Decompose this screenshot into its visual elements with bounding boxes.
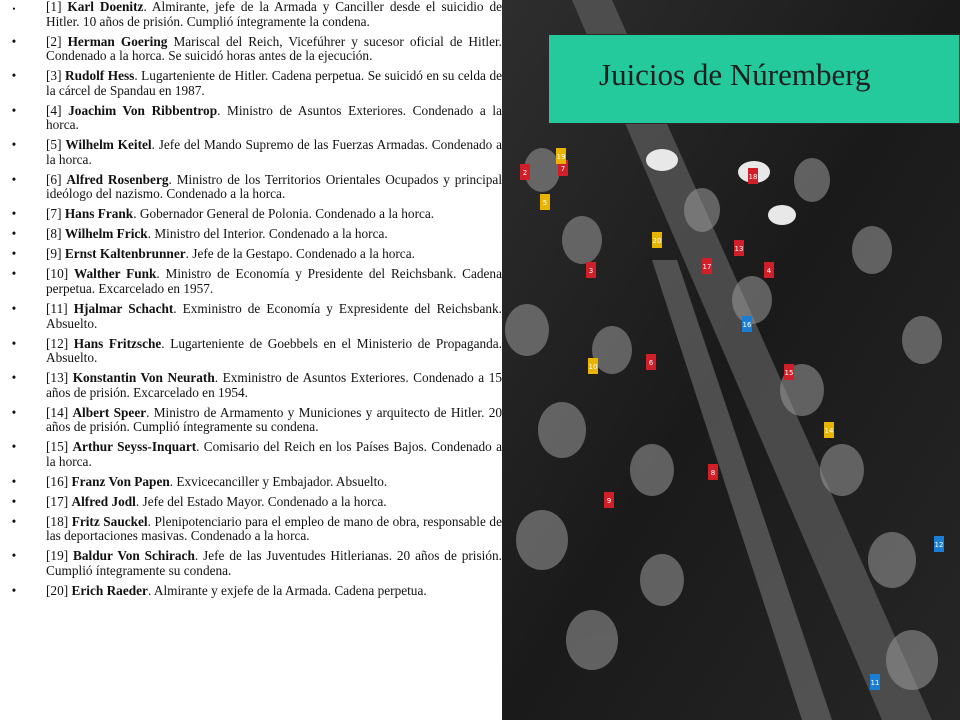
bullet-glyph: • [11,583,17,599]
defendant-number: [5] [46,137,62,153]
number-tag-label: 3 [588,267,594,275]
number-tag [784,364,794,380]
defendant-description: . Exministro de Asuntos Exteriores. Condenado a 15 años de prisión. Excarcelado en 1954. [46,370,502,400]
slide-title: Juicios de Núremberg [599,57,871,92]
defendants-list [8,0,502,720]
defendant-name: Wilhelm Keitel [65,137,152,153]
bullet-glyph: • [11,246,17,262]
defendant-name: Albert Speer [72,404,147,420]
number-tag [604,492,614,508]
bullet-glyph: • [11,102,17,118]
number-tag-label: 19 [556,153,566,161]
defendant-item [8,247,502,262]
number-tag-label: 4 [766,267,772,275]
number-tag [934,536,944,552]
defendant-name: Franz Von Papen [71,473,170,489]
defendant-number: [15] [46,439,69,455]
number-tag-label: 18 [748,173,758,181]
defendant-description: . Lugarteniente de Hitler. Cadena perpetua. Se suicidó en su celda de la cárcel de Spandau en 1987. [46,68,502,98]
defendant-description: . Ministro de los Territorios Orientales Ocupados y principal ideólogo del nazismo. Condenado a la horca. [46,171,502,202]
defendant-description: . Comisario del Reich en los Países Bajos. Condenado a la horca. [46,439,502,469]
defendant-item [8,549,502,578]
number-tag-label: 12 [934,541,944,549]
bullet-glyph: • [11,226,17,242]
defendant-description: Mariscal del Reich, Vicefúhrer y sucesor oficial de Hitler. Condenado a la horca. Se suicidó horas antes de la ejecución. [46,33,502,64]
number-tag [742,316,752,332]
defendant-item [8,227,502,242]
bullet-glyph: • [11,439,17,455]
number-tag [540,194,550,210]
number-tag [708,464,718,480]
number-tag-label: 15 [784,369,794,377]
defendant-item [8,69,502,98]
number-tag [764,262,774,278]
number-tag [748,168,758,184]
defendant-number: [19] [46,548,69,564]
defendant-item [8,495,502,510]
defendant-number: [16] [46,473,69,489]
bullet-glyph: • [11,404,17,420]
defendant-number: [11] [46,301,68,316]
defendant-name: Hans Frank [64,206,134,222]
defendant-name: Joachim Von Ribbentrop [68,102,218,118]
defendant-name: Wilhelm Frick [64,226,148,242]
bullet-glyph: • [11,68,17,84]
number-tag [520,164,530,180]
number-tag-label: 7 [560,165,566,173]
defendant-item [8,0,502,29]
defendant-description: . Gobernador General de Polonia. Condenado a la horca. [133,206,435,222]
defendant-number: [14] [46,404,69,420]
bullet-glyph: • [11,493,17,509]
title-box [548,34,960,124]
defendant-number: [2] [46,33,62,49]
number-tag-label: 9 [606,497,612,505]
number-tag [652,232,662,248]
number-tag-label: 14 [824,427,834,435]
bullet-glyph: • [11,548,17,564]
defendant-number: [12] [46,335,69,351]
defendant-item [8,302,502,331]
number-tag [556,148,566,164]
bullet-glyph: • [11,171,17,187]
defendant-item [8,337,502,366]
defendant-description: . Jefe de la Gestapo. Condenado a la horca. [185,246,415,262]
bullet-glyph: • [11,335,17,351]
number-tag-label: 20 [652,237,662,245]
number-tag [870,674,880,690]
defendant-description: . Almirante, jefe de la Armada y Canciller desde el suicidio de Hitler. 10 años de prisión. Cumplió íntegramente la condena. [46,0,502,29]
defendant-name: Alfred Jodl [71,493,136,509]
defendant-name: Hjalmar Schacht [73,301,174,316]
defendant-item [8,35,502,64]
number-tag-label: 6 [648,359,654,367]
number-tag-label: 16 [742,321,752,329]
defendant-description: . Ministro de Armamento y Municiones y arquitecto de Hitler. 20 años de prisión. Cumplió íntegramente su condena. [46,404,502,435]
defendant-description: . Ministro de Asuntos Exteriores. Condenado a la horca. [46,102,502,133]
bullet-glyph: • [11,370,17,386]
defendant-name: Alfred Rosenberg [66,171,169,187]
defendant-item [8,440,502,469]
defendant-description: . Plenipotenciario para el empleo de mano de obra, responsable de las deportaciones masivas. Condenado a la horca. [46,513,502,544]
defendant-name: Baldur Von Schirach [73,548,195,564]
defendant-name: Ernst Kaltenbrunner [64,246,186,262]
defendant-name: Hans Fritzsche [73,335,162,351]
defendant-number: [20] [46,583,69,599]
number-tag [824,422,834,438]
defendant-name: Erich Raeder [71,583,148,599]
bullet-glyph: • [11,33,17,49]
defendant-description: . Jefe del Mando Supremo de las Fuerzas Armadas. Condenado a la horca. [46,137,502,167]
defendant-description: . Jefe de las Juventudes Hitlerianas. 20 años de prisión. Cumplió íntegramente su condena. [46,548,502,579]
defendant-description: . Almirante y exjefe de la Armada. Cadena perpetua. [147,583,427,599]
defendant-name: Walther Funk [73,266,157,282]
defendant-item [8,584,502,599]
defendant-number: [17] [46,493,69,509]
defendant-name: Rudolf Hess [65,68,135,84]
number-tag-label: 10 [588,363,598,371]
defendant-name: Karl Doenitz [67,0,144,14]
bullet-glyph: • [11,206,17,222]
number-tag-label: 17 [702,263,712,271]
defendant-number: [8] [46,226,62,242]
number-tag [588,358,598,374]
defendant-number: [10] [46,266,69,282]
defendant-description: . Ministro de Economía y Presidente del Reichsbank. Cadena perpetua. Excarcelado en 1957. [46,266,502,297]
defendant-item [8,138,502,167]
bullet-glyph: • [11,266,17,282]
number-tag-label: 11 [870,679,880,687]
number-tag-label: 13 [734,245,744,253]
bullet-glyph: • [11,137,17,153]
number-tag [586,262,596,278]
defendant-name: Herman Goering [67,33,168,49]
number-tag-label: 5 [542,199,548,207]
number-tag-label: 2 [522,169,528,177]
bullet-glyph: • [11,473,17,489]
defendant-description: . Ministro del Interior. Condenado a la horca. [147,226,388,242]
defendant-number: [1] [46,0,62,14]
defendant-number: [7] [46,206,62,222]
defendant-item [8,515,502,544]
defendant-item [8,406,502,435]
defendant-number: [3] [46,68,62,84]
number-tag-label: 8 [710,469,716,477]
defendant-name: Fritz Sauckel [71,513,148,529]
number-tag [734,240,744,256]
defendant-description: . Jefe del Estado Mayor. Condenado a la horca. [135,493,387,509]
bullet-glyph: • [11,513,17,529]
defendant-name: Arthur Seyss-Inquart [72,439,197,455]
defendant-description: . Exministro de Economía y Expresidente del Reichsbank. Absuelto. [46,301,502,331]
defendant-number: [6] [46,171,62,187]
bullet-glyph: • [11,301,17,316]
defendant-item [8,267,502,296]
defendant-item [8,104,502,133]
number-tag [646,354,656,370]
number-tag [702,258,712,274]
defendant-item [8,371,502,400]
bullet-glyph: • [12,4,16,14]
defendant-item [8,207,502,222]
defendant-number: [13] [46,370,69,386]
defendant-number: [18] [46,513,69,529]
defendant-number: [4] [46,102,62,118]
defendant-item [8,475,502,490]
defendant-description: . Lugarteniente de Goebbels en el Ministerio de Propaganda. Absuelto. [46,335,502,366]
defendant-item [8,173,502,202]
defendant-number: [9] [46,246,62,262]
defendant-description: . Exvicecanciller y Embajador. Absuelto. [169,473,388,489]
defendant-name: Konstantin Von Neurath [72,370,215,386]
